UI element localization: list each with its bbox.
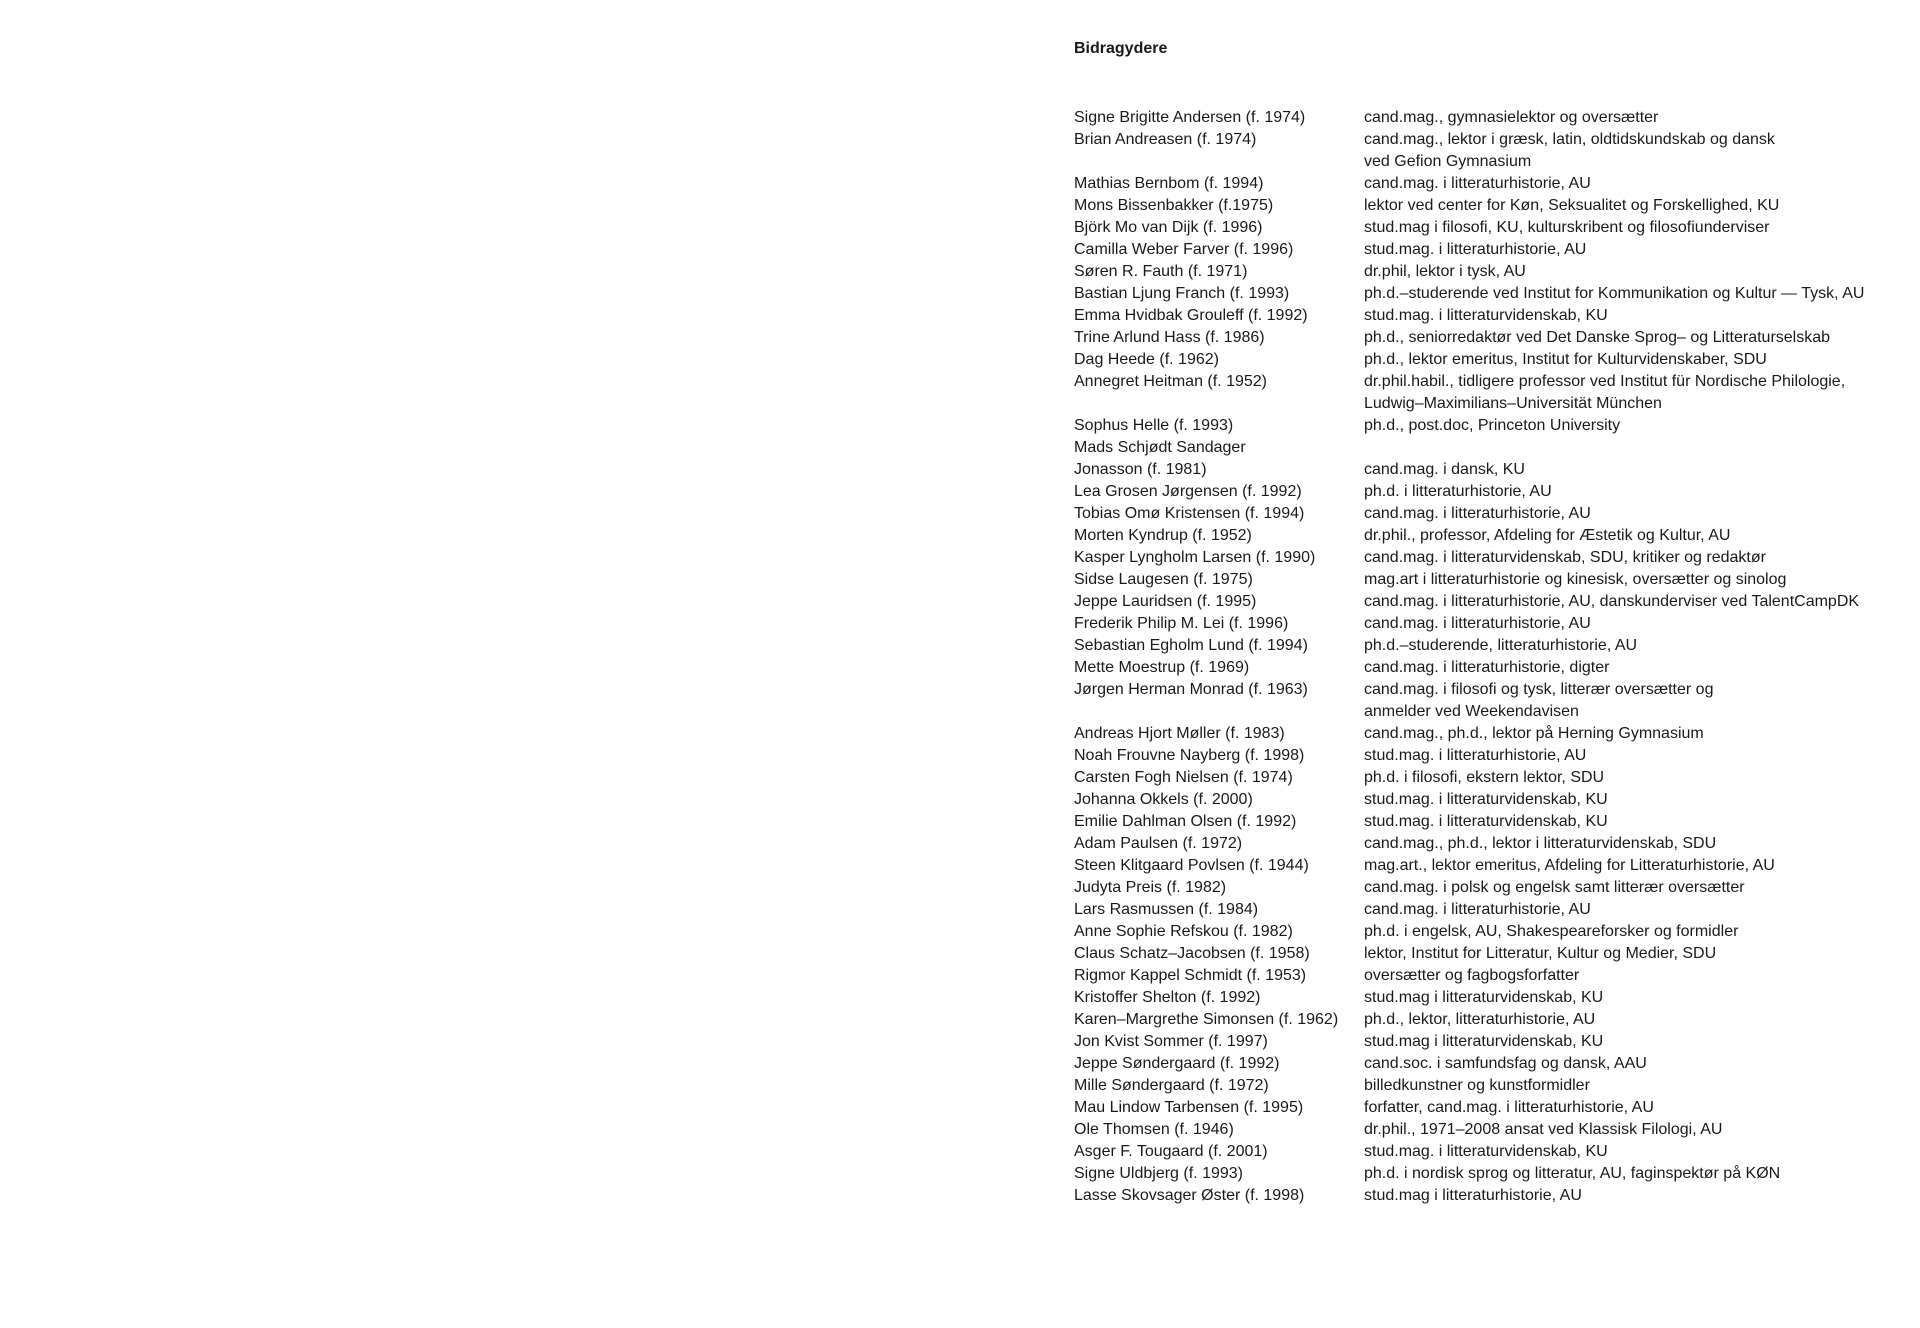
- contributor-row: [1074, 349, 1904, 371]
- contributor-name: Trine Arlund Hass (f. 1986): [1074, 329, 1265, 346]
- contributor-row: [1074, 437, 1904, 481]
- contributor-name: Steen Klitgaard Povlsen (f. 1944): [1074, 857, 1309, 874]
- contributor-name: Camilla Weber Farver (f. 1996): [1074, 241, 1294, 258]
- contributor-name: Mads Schjødt Sandager Jonasson (f. 1981): [1074, 439, 1246, 478]
- contributor-row: [1074, 1163, 1904, 1185]
- contributor-name: Mille Søndergaard (f. 1972): [1074, 1077, 1269, 1094]
- contributor-description: cand.mag. i dansk, KU: [1364, 461, 1525, 478]
- contributor-row: [1074, 965, 1904, 987]
- contributor-description: cand.mag. i litteraturhistorie, AU, danskunderviser ved TalentCampDK: [1364, 593, 1860, 610]
- contributor-row: [1074, 173, 1904, 195]
- contributor-name: Jon Kvist Sommer (f. 1997): [1074, 1033, 1268, 1050]
- contributor-row: [1074, 1075, 1904, 1097]
- contributor-name: Rigmor Kappel Schmidt (f. 1953): [1074, 967, 1307, 984]
- contributor-row: [1074, 1031, 1904, 1053]
- contributor-description: cand.mag. i polsk og engelsk samt litterær oversætter: [1364, 879, 1745, 896]
- contributor-row: [1074, 547, 1904, 569]
- contributor-name: Andreas Hjort Møller (f. 1983): [1074, 725, 1285, 742]
- contributor-name: Emilie Dahlman Olsen (f. 1992): [1074, 813, 1297, 830]
- contributor-description: cand.mag. i filosofi og tysk, litterær oversætter og anmelder ved Weekendavisen: [1364, 681, 1714, 720]
- contributor-name: Emma Hvidbak Grouleff (f. 1992): [1074, 307, 1308, 324]
- contributor-description: stud.mag. i litteraturhistorie, AU: [1364, 241, 1587, 258]
- contributor-name: Lars Rasmussen (f. 1984): [1074, 901, 1259, 918]
- contributor-name: Mette Moestrup (f. 1969): [1074, 659, 1250, 676]
- contributor-name: Mathias Bernbom (f. 1994): [1074, 175, 1264, 192]
- contributor-row: [1074, 789, 1904, 811]
- contributor-name: Sidse Laugesen (f. 1975): [1074, 571, 1253, 588]
- contributor-row: [1074, 327, 1904, 349]
- contributor-row: [1074, 921, 1904, 943]
- contributor-name: Lasse Skovsager Øster (f. 1998): [1074, 1187, 1305, 1204]
- contributor-name: Dag Heede (f. 1962): [1074, 351, 1219, 368]
- contributor-row: [1074, 1053, 1904, 1075]
- contributor-name: Søren R. Fauth (f. 1971): [1074, 263, 1248, 280]
- contributor-row: [1074, 1185, 1904, 1207]
- contributor-name: Jørgen Herman Monrad (f. 1963): [1074, 681, 1308, 698]
- contributor-name: Jeppe Lauridsen (f. 1995): [1074, 593, 1257, 610]
- contributor-description: cand.mag., lektor i græsk, latin, oldtidskundskab og dansk ved Gefion Gymnasium: [1364, 131, 1775, 170]
- contributor-row: [1074, 1097, 1904, 1119]
- contributor-name: Morten Kyndrup (f. 1952): [1074, 527, 1252, 544]
- contributor-row: [1074, 833, 1904, 855]
- contributor-description: stud.mag. i litteraturhistorie, AU: [1364, 747, 1587, 764]
- contributor-description: cand.mag. i litteraturhistorie, AU: [1364, 901, 1591, 918]
- contributor-name: Frederik Philip M. Lei (f. 1996): [1074, 615, 1289, 632]
- contributor-name: Kasper Lyngholm Larsen (f. 1990): [1074, 549, 1316, 566]
- contributor-row: [1074, 261, 1904, 283]
- contributor-name: Björk Mo van Dijk (f. 1996): [1074, 219, 1263, 236]
- contributor-row: [1074, 635, 1904, 657]
- contributor-description: mag.art i litteraturhistorie og kinesisk, oversætter og sinolog: [1364, 571, 1787, 588]
- contributor-name: Jeppe Søndergaard (f. 1992): [1074, 1055, 1280, 1072]
- contributor-description: ph.d. i filosofi, ekstern lektor, SDU: [1364, 769, 1605, 786]
- contributor-name: Karen–Margrethe Simonsen (f. 1962): [1074, 1011, 1339, 1028]
- contributor-row: [1074, 723, 1904, 745]
- contributor-description: stud.mag i filosofi, KU, kulturskribent og filosofiunderviser: [1364, 219, 1770, 236]
- contributor-row: [1074, 283, 1904, 305]
- contributor-name: Kristoffer Shelton (f. 1992): [1074, 989, 1261, 1006]
- contributor-description: cand.soc. i samfundsfag og dansk, AAU: [1364, 1055, 1647, 1072]
- contributor-name: Tobias Omø Kristensen (f. 1994): [1074, 505, 1305, 522]
- contributor-row: [1074, 657, 1904, 679]
- contributor-row: [1074, 415, 1904, 437]
- contributor-row: [1074, 855, 1904, 877]
- contributor-row: [1074, 217, 1904, 239]
- contributor-name: Bastian Ljung Franch (f. 1993): [1074, 285, 1290, 302]
- contributor-description: stud.mag. i litteraturvidenskab, KU: [1364, 813, 1608, 830]
- contributor-description: cand.mag. i litteraturhistorie, AU: [1364, 505, 1591, 522]
- contributor-description: stud.mag. i litteraturvidenskab, KU: [1364, 307, 1608, 324]
- contributor-name: Noah Frouvne Nayberg (f. 1998): [1074, 747, 1305, 764]
- contributor-name: Sophus Helle (f. 1993): [1074, 417, 1234, 434]
- contributor-name: Adam Paulsen (f. 1972): [1074, 835, 1243, 852]
- contributor-name: Annegret Heitman (f. 1952): [1074, 373, 1267, 390]
- contributor-row: [1074, 503, 1904, 525]
- contributor-name: Johanna Okkels (f. 2000): [1074, 791, 1253, 808]
- contributor-row: [1074, 899, 1904, 921]
- contributor-description: billedkunstner og kunstformidler: [1364, 1077, 1590, 1094]
- contributor-name: Claus Schatz–Jacobsen (f. 1958): [1074, 945, 1310, 962]
- contributor-name: Lea Grosen Jørgensen (f. 1992): [1074, 483, 1302, 500]
- contributor-row: [1074, 239, 1904, 261]
- contributor-row: [1074, 107, 1904, 129]
- contributor-description: ph.d.–studerende ved Institut for Kommunikation og Kultur — Tysk, AU: [1364, 285, 1865, 302]
- contributor-description: ph.d. i litteraturhistorie, AU: [1364, 483, 1552, 500]
- contributor-name: Signe Brigitte Andersen (f. 1974): [1074, 109, 1306, 126]
- contributor-name: Anne Sophie Refskou (f. 1982): [1074, 923, 1293, 940]
- contributor-description: ph.d. i nordisk sprog og litteratur, AU, faginspektør på KØN: [1364, 1165, 1781, 1182]
- contributor-name: Signe Uldbjerg (f. 1993): [1074, 1165, 1243, 1182]
- contributor-description: cand.mag., ph.d., lektor på Herning Gymnasium: [1364, 725, 1704, 742]
- contributor-description: lektor, Institut for Litteratur, Kultur og Medier, SDU: [1364, 945, 1717, 962]
- contributor-name: Carsten Fogh Nielsen (f. 1974): [1074, 769, 1293, 786]
- contributor-description: ph.d., seniorredaktør ved Det Danske Sprog– og Litteraturselskab: [1364, 329, 1831, 346]
- contributor-description: dr.phil., 1971–2008 ansat ved Klassisk Filologi, AU: [1364, 1121, 1723, 1138]
- contributor-row: [1074, 943, 1904, 965]
- contributor-row: [1074, 1009, 1904, 1031]
- contributor-row: [1074, 591, 1904, 613]
- page-title: Bidragydere: [1074, 40, 1168, 57]
- contributor-description: forfatter, cand.mag. i litteraturhistorie, AU: [1364, 1099, 1654, 1116]
- contributor-row: [1074, 745, 1904, 767]
- contributor-description: cand.mag., gymnasielektor og oversætter: [1364, 109, 1659, 126]
- contributor-description: mag.art., lektor emeritus, Afdeling for Litteraturhistorie, AU: [1364, 857, 1775, 874]
- contributor-row: [1074, 877, 1904, 899]
- contributor-name: Mau Lindow Tarbensen (f. 1995): [1074, 1099, 1304, 1116]
- contributor-description: ph.d. i engelsk, AU, Shakespeareforsker og formidler: [1364, 923, 1739, 940]
- contributor-name: Brian Andreasen (f. 1974): [1074, 131, 1257, 148]
- contributor-description: dr.phil.habil., tidligere professor ved Institut für Nordische Philologie, Ludwig–Maximilians–Universität München: [1364, 373, 1846, 412]
- contributor-description: stud.mag. i litteraturvidenskab, KU: [1364, 1143, 1608, 1160]
- contributor-row: [1074, 129, 1904, 173]
- contributor-description: stud.mag i litteraturvidenskab, KU: [1364, 989, 1604, 1006]
- contributor-description: stud.mag i litteraturhistorie, AU: [1364, 1187, 1582, 1204]
- contributor-description: cand.mag. i litteraturhistorie, AU: [1364, 615, 1591, 632]
- contributor-name: Ole Thomsen (f. 1946): [1074, 1121, 1234, 1138]
- contributor-description: dr.phil., professor, Afdeling for Æstetik og Kultur, AU: [1364, 527, 1731, 544]
- contributor-row: [1074, 569, 1904, 591]
- contributor-row: [1074, 987, 1904, 1009]
- contributor-name: Asger F. Tougaard (f. 2001): [1074, 1143, 1268, 1160]
- contributor-description: ph.d., post.doc, Princeton University: [1364, 417, 1621, 434]
- contributor-description: cand.mag., ph.d., lektor i litteraturvidenskab, SDU: [1364, 835, 1717, 852]
- contributor-description: ph.d., lektor, litteraturhistorie, AU: [1364, 1011, 1596, 1028]
- contributor-name: Sebastian Egholm Lund (f. 1994): [1074, 637, 1308, 654]
- contributor-list: [1074, 107, 1904, 1207]
- contributor-description: lektor ved center for Køn, Seksualitet og Forskellighed, KU: [1364, 197, 1780, 214]
- contributor-description: stud.mag i litteraturvidenskab, KU: [1364, 1033, 1604, 1050]
- contributors-page: [1074, 38, 1904, 1207]
- contributor-row: [1074, 613, 1904, 635]
- contributor-description: ph.d.–studerende, litteraturhistorie, AU: [1364, 637, 1638, 654]
- contributor-row: [1074, 305, 1904, 327]
- contributor-description: cand.mag. i litteraturhistorie, AU: [1364, 175, 1591, 192]
- contributor-row: [1074, 1119, 1904, 1141]
- contributor-row: [1074, 195, 1904, 217]
- contributor-description: dr.phil, lektor i tysk, AU: [1364, 263, 1526, 280]
- contributor-description: cand.mag. i litteraturvidenskab, SDU, kritiker og redaktør: [1364, 549, 1766, 566]
- contributor-row: [1074, 1141, 1904, 1163]
- contributor-row: [1074, 767, 1904, 789]
- contributor-row: [1074, 679, 1904, 723]
- contributor-row: [1074, 811, 1904, 833]
- contributor-row: [1074, 525, 1904, 547]
- contributor-name: Judyta Preis (f. 1982): [1074, 879, 1227, 896]
- contributor-description: stud.mag. i litteraturvidenskab, KU: [1364, 791, 1608, 808]
- contributor-row: [1074, 481, 1904, 503]
- contributor-description: ph.d., lektor emeritus, Institut for Kulturvidenskaber, SDU: [1364, 351, 1767, 368]
- contributor-description: cand.mag. i litteraturhistorie, digter: [1364, 659, 1610, 676]
- contributor-description: oversætter og fagbogsforfatter: [1364, 967, 1580, 984]
- contributor-row: [1074, 371, 1904, 415]
- contributor-name: Mons Bissenbakker (f.1975): [1074, 197, 1274, 214]
